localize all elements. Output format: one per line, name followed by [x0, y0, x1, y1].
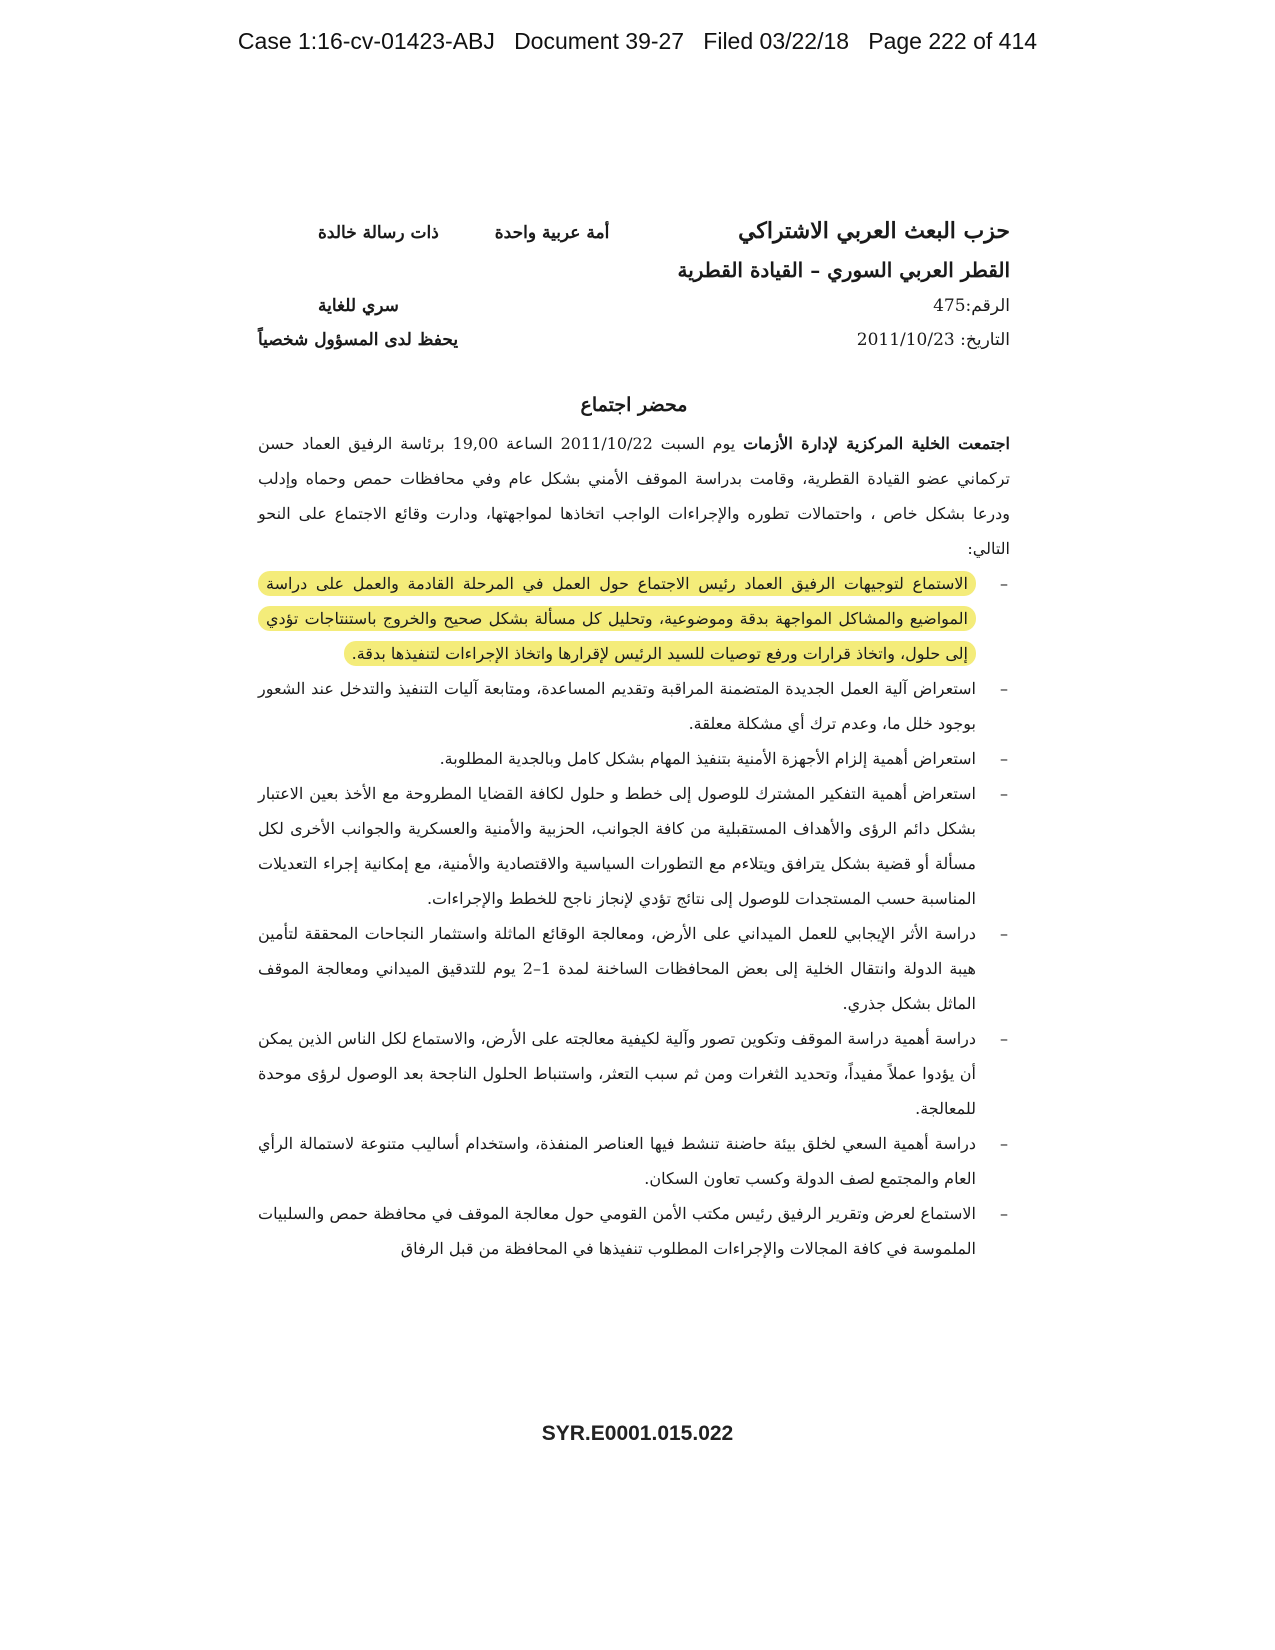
classification: سري للغاية [318, 296, 399, 316]
slogan-two: ذات رسالة خالدة [318, 223, 439, 243]
meta-row-number [258, 296, 1010, 316]
list-item: – دراسة الأثر الإيجابي للعمل الميداني على الأرض، ومعالجة الوقائع الماثلة واستثمار النجاحات المحققة لتأمين هيبة الدولة وانتقال الخلية إلى بعض المحافظات الساخنة لمدة 1–2 يوم للتدقيق الميداني ومعالجة الموقف الماثل بشكل جذري. [258, 916, 1010, 1021]
document-body [258, 218, 1010, 1266]
case-number: Case 1:16-cv-01423-ABJ [237, 28, 495, 54]
list-item: – الاستماع لعرض وتقرير الرفيق رئيس مكتب الأمن القومي حول معالجة الموقف في محافظة حمص والسلبيات الملموسة في كافة المجالات والإجراءات المطلوب تنفيذها في المحافظة من قبل الرفاق [258, 1196, 1010, 1266]
date-label: التاريخ: [960, 330, 1010, 350]
region-command: القطر العربي السوري – القيادة القطرية [677, 258, 1010, 282]
list-item [258, 566, 1010, 671]
list-item: – دراسة أهمية دراسة الموقف وتكوين تصور وآلية لكيفية معالجته على الأرض، والاستماع لكل الناس الذين يمكن أن يؤدوا عملاً مفيداً، وتحديد الثغرات ومن ثم سبب التعثر، واستنباط الحلول الناجحة بعد الوصول لرؤى موحدة للمعالجة. [258, 1021, 1010, 1126]
page-number: Page 222 of 414 [868, 28, 1038, 54]
minutes-list [258, 566, 1010, 1266]
case-header [0, 28, 1275, 55]
list-item: – استعراض آلية العمل الجديدة المتضمنة المراقبة وتقديم المساعدة، ومتابعة آليات التنفيذ والتدخل عند الشعور بوجود خلل ما، وعدم ترك أي مشكلة معلقة. [258, 671, 1010, 741]
date-value: 2011/10/23 [856, 330, 955, 350]
document-title: محضر اجتماع [580, 394, 688, 416]
number-value: 475 [933, 296, 966, 316]
highlighted-text: الاستماع لتوجيهات الرفيق العماد رئيس الاجتماع حول العمل في المرحلة القادمة والعمل على دراسة المواضيع والمشاكل المواجهة بدقة وموضوعية، وتحليل كل مسألة بشكل صحيح والخروج باستنتاجات تؤدي إلى حلول، واتخاذ قرارات ورفع توصيات للسيد الرئيس لإقرارها واتخاذ الإجراءات لتنفيذها بدقة. [258, 571, 976, 666]
intro-paragraph [258, 426, 1010, 566]
filed-date: Filed 03/22/18 [703, 28, 850, 54]
intro-lead: اجتمعت الخلية المركزية لإدارة الأزمات [743, 434, 1010, 453]
bates-number: SYR.E0001.015.022 [541, 1422, 734, 1445]
letterhead-row [258, 218, 1010, 244]
meta-row-date [258, 330, 1010, 350]
list-item: – استعراض أهمية إلزام الأجهزة الأمنية بتنفيذ المهام بشكل كامل وبالجدية المطلوبة. [258, 741, 1010, 776]
intro-text: يوم السبت 2011/10/22 الساعة 19,00 برئاسة الرفيق العماد حسن تركماني عضو القيادة القطرية، وقامت بدراسة الموقف الأمني بشكل عام وفي محافظات حمص وحماه وإدلب ودرعا بشكل خاص ، واحتمالات تطوره والإجراءات الواجب اتخاذها لمواجهتها، ودارت وقائع الاجتماع على النحو التالي: [258, 434, 1010, 558]
list-item: – استعراض أهمية التفكير المشترك للوصول إلى خطط و حلول لكافة القضايا المطروحة مع الأخذ بعين الاعتبار بشكل دائم الرؤى والأهداف المستقبلية من كافة الجوانب، الحزبية والأمنية والعسكرية والجوانب الأخرى لكل مسألة أو قضية بشكل يترافق ويتلاءم مع التطورات السياسية والاقتصادية والأمنية، مع إمكانية إجراء التعديلات المناسبة حسب المستجدات للوصول إلى نتائج تؤدي لإنجاز ناجح للخطط والإجراءات. [258, 776, 1010, 916]
slogan-one: أمة عربية واحدة [494, 223, 610, 243]
number-label: الرقم: [965, 296, 1010, 316]
party-name: حزب البعث العربي الاشتراكي [738, 218, 1010, 244]
list-item: – دراسة أهمية السعي لخلق بيئة حاضنة تنشط فيها العناصر المنفذة، واستخدام أساليب متنوعة لاستمالة الرأي العام والمجتمع لصف الدولة وكسب تعاون السكان. [258, 1126, 1010, 1196]
document-date [857, 330, 1010, 350]
slogans [318, 223, 609, 243]
document-number: Document 39-27 [514, 28, 685, 54]
reference-number [933, 296, 1010, 316]
handling-note: يحفظ لدى المسؤول شخصياً [258, 330, 459, 350]
